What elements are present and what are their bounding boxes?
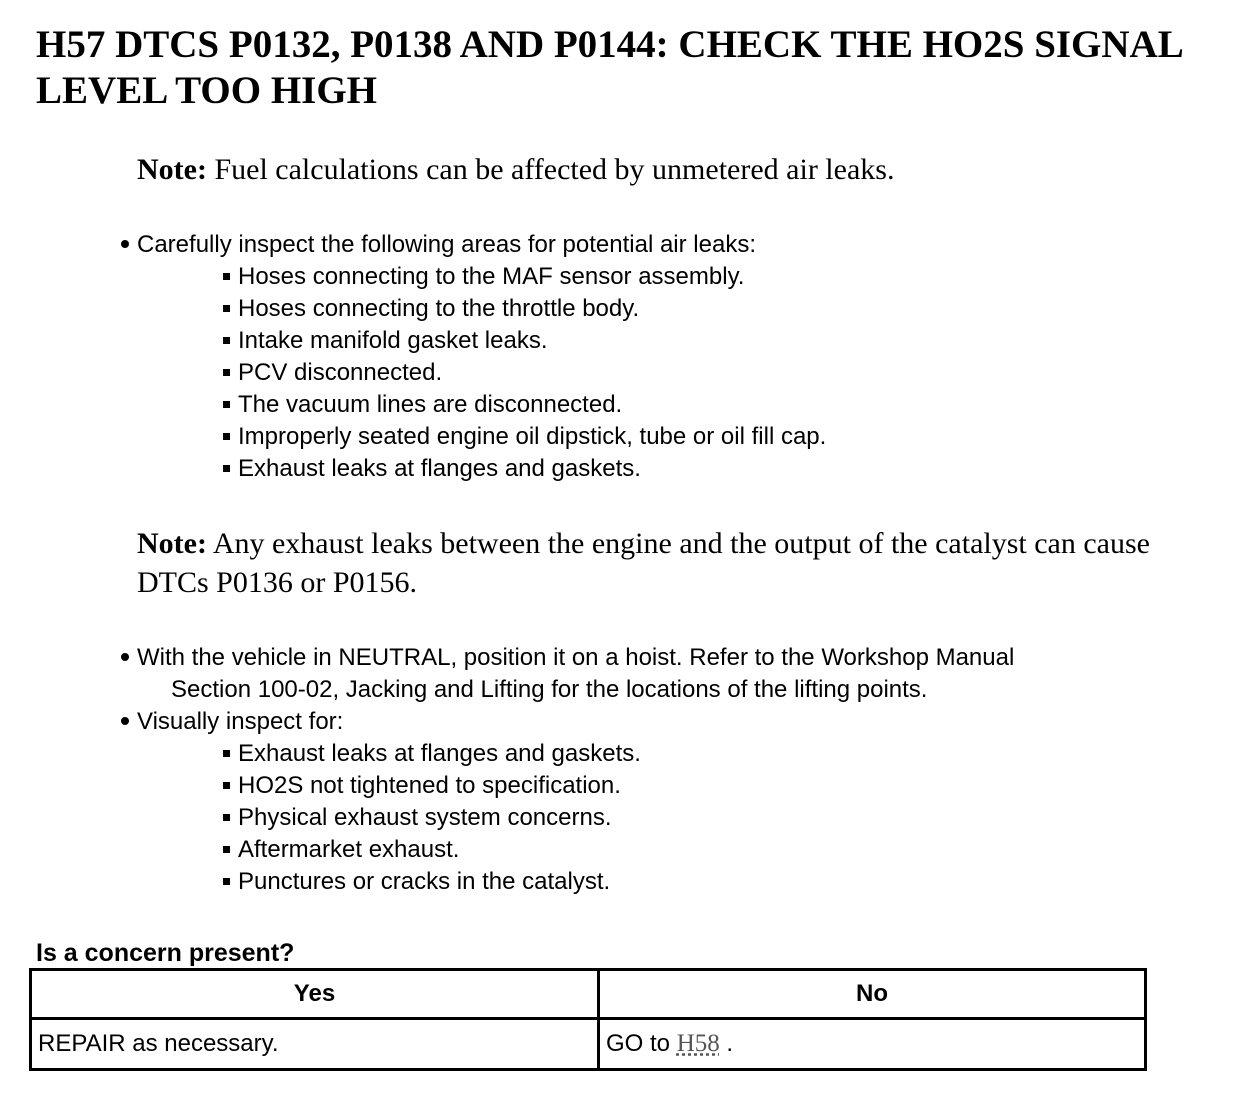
list-item: Exhaust leaks at flanges and gaskets.	[221, 738, 641, 770]
list-item: Exhaust leaks at flanges and gaskets.	[221, 453, 826, 485]
bullet-dot-icon	[118, 229, 137, 261]
bullet-text: With the vehicle in NEUTRAL, position it on a hoist. Refer to the Workshop Manual	[137, 644, 1015, 671]
square-bullet-icon	[223, 401, 230, 408]
list-item: Hoses connecting to the MAF sensor assembly.	[221, 261, 826, 293]
header-no: No	[599, 970, 1146, 1019]
list-item: HO2S not tightened to specification.	[221, 770, 641, 802]
note-text: Fuel calculations can be affected by unmetered air leaks.	[206, 153, 895, 186]
bullet-text: Visually inspect for:	[137, 708, 344, 735]
square-bullet-icon	[223, 305, 230, 312]
list-item: Improperly seated engine oil dipstick, tube or oil fill cap.	[221, 421, 826, 453]
square-bullet-icon	[223, 814, 230, 821]
bullet-text-continued: Section 100-02, Jacking and Lifting for the locations of the lifting points.	[171, 676, 928, 703]
table-header-row	[31, 970, 1146, 1019]
answer-table	[29, 968, 1147, 1071]
square-bullet-icon	[223, 433, 230, 440]
note-text: Any exhaust leaks between the engine and the output of the catalyst can cause DTCs P0136 or P0156.	[137, 527, 1150, 599]
square-bullet-icon	[223, 878, 230, 885]
square-bullet-icon	[223, 750, 230, 757]
list-item: Hoses connecting to the throttle body.	[221, 293, 826, 325]
bullet-dot-icon	[118, 706, 137, 738]
note-exhaust-leaks	[137, 524, 1217, 602]
list-item: PCV disconnected.	[221, 357, 826, 389]
list-item: Punctures or cracks in the catalyst.	[221, 866, 641, 898]
no-action-prefix: GO to	[606, 1030, 677, 1057]
note-label: Note:	[137, 153, 207, 186]
yes-action-cell: REPAIR as necessary.	[31, 1019, 599, 1070]
list-item: The vacuum lines are disconnected.	[221, 389, 826, 421]
no-action-cell	[599, 1019, 1146, 1070]
visual-inspection-list	[221, 738, 641, 898]
h58-link[interactable]: H58	[676, 1030, 720, 1057]
note-label: Note:	[137, 527, 207, 560]
bullet-dot-icon	[118, 642, 137, 674]
note-fuel-calculations	[137, 150, 1217, 189]
table-row	[31, 1019, 1146, 1070]
square-bullet-icon	[223, 337, 230, 344]
air-leak-areas-list	[221, 261, 826, 485]
square-bullet-icon	[223, 846, 230, 853]
list-item: Intake manifold gasket leaks.	[221, 325, 826, 357]
page-title: H57 DTCS P0132, P0138 AND P0144: CHECK THE HO2S SIGNAL LEVEL TOO HIGH	[36, 23, 1182, 112]
square-bullet-icon	[223, 782, 230, 789]
concern-question: Is a concern present?	[36, 939, 295, 967]
square-bullet-icon	[223, 369, 230, 376]
bullet-inspect-air-leaks	[118, 229, 1218, 261]
bullet-hoist-vehicle	[118, 642, 1218, 706]
header-yes: Yes	[31, 970, 599, 1019]
no-action-suffix: .	[719, 1030, 734, 1057]
square-bullet-icon	[223, 465, 230, 472]
bullet-visual-inspect	[118, 706, 1218, 738]
list-item: Physical exhaust system concerns.	[221, 802, 641, 834]
bullet-text: Carefully inspect the following areas for potential air leaks:	[137, 231, 756, 258]
square-bullet-icon	[223, 273, 230, 280]
list-item: Aftermarket exhaust.	[221, 834, 641, 866]
